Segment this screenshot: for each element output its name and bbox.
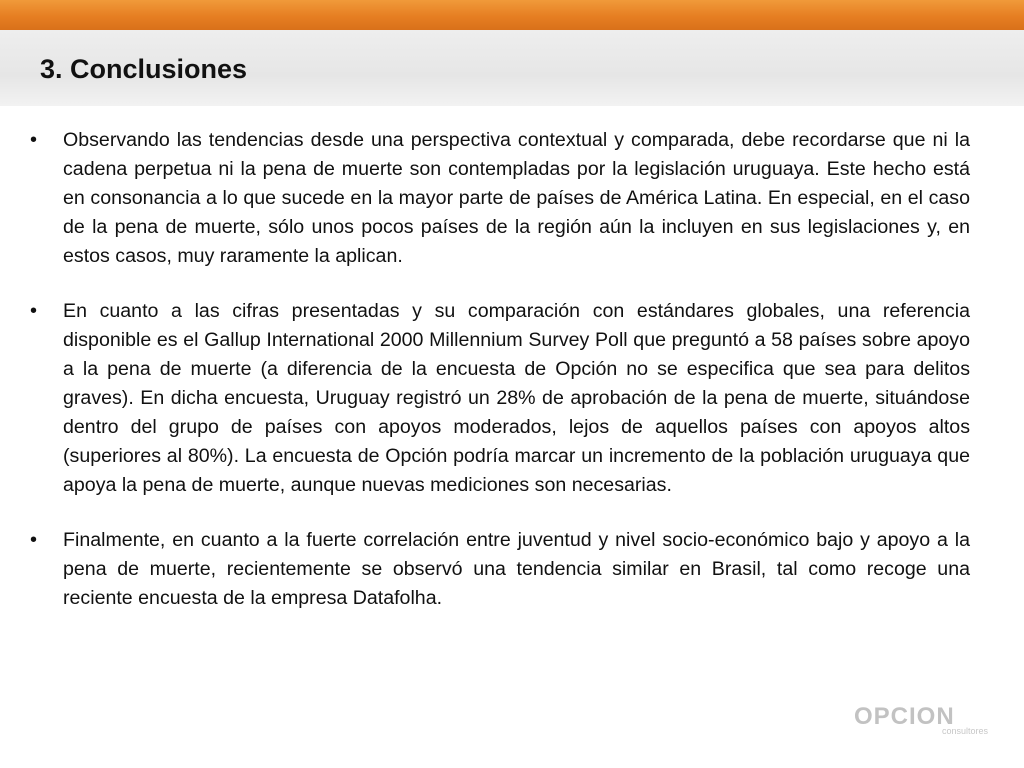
opcion-logo <box>854 704 994 740</box>
bullet-icon: • <box>30 300 38 322</box>
bullet-item-2 <box>30 297 970 500</box>
slide-title: 3. Conclusiones <box>40 54 248 84</box>
bullet-text: Observando las tendencias desde una perspectiva contextual y comparada, debe recordarse que ni la cadena perpetua ni la pena de muerte son contempladas por la legislación uruguaya. Este hecho está en consonancia a lo que sucede en la mayor parte de países de América Latina. En especial, en el caso de la pena de muerte, sólo unos pocos países de la región aún la incluyen en sus legislaciones y, en estos casos, muy raramente la aplican. <box>63 129 970 267</box>
bullet-item-1 <box>30 126 970 271</box>
bullet-text: Finalmente, en cuanto a la fuerte correlación entre juventud y nivel socio-económico bajo y apoyo a la pena de muerte, recientemente se observó una tendencia similar en Brasil, tal como recoge una reciente encuesta de la empresa Datafolha. <box>63 529 970 609</box>
bullet-icon: • <box>30 129 38 151</box>
top-accent-bar <box>0 0 1024 30</box>
logo-subtitle: consultores <box>941 726 988 736</box>
bullet-item-3 <box>30 526 970 613</box>
bullet-text: En cuanto a las cifras presentadas y su comparación con estándares globales, una referencia disponible es el Gallup International 2000 Millennium Survey Poll que preguntó a 58 países sobre apoyo a la pena de muerte (a diferencia de la encuesta de Opción no se especifica que sea para delitos graves). En dicha encuesta, Uruguay registró un 28% de aprobación de la pena de muerte, situándose dentro del grupo de países con apoyos moderados, lejos de aquellos países con apoyos altos (superiores al 80%). La encuesta de Opción podría marcar un incremento de la población uruguaya que apoya la pena de muerte, aunque nuevas mediciones son necesarias. <box>63 300 970 496</box>
bullet-list <box>30 126 970 613</box>
slide-content <box>30 126 970 639</box>
logo-wordmark: OPCION <box>854 703 955 730</box>
bullet-icon: • <box>30 529 38 551</box>
